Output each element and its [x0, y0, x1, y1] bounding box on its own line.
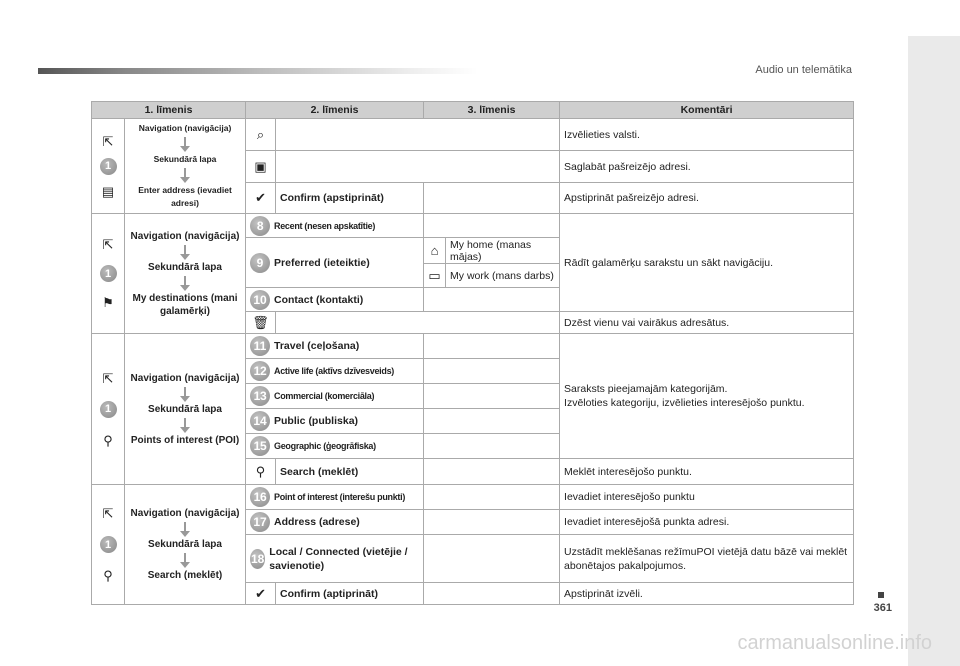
tab-label: Local / Connected (vietējie / savienotie) [269, 545, 408, 572]
arrow-down-icon [184, 387, 186, 397]
number-badge: 17 [250, 512, 270, 532]
row-comment: Apstiprināt pašreizējo adresi. [560, 183, 854, 214]
empty-cell [424, 434, 560, 459]
confirm-label: Confirm (aptiprināt) [276, 583, 424, 605]
empty-cell [424, 485, 560, 510]
navigation-icon: ⇱ [102, 506, 114, 521]
section-comment: Rādīt galamērķu sarakstu un sākt navigāciju. [560, 214, 854, 312]
empty-cell [424, 459, 560, 485]
page-number: 361 [873, 602, 892, 614]
level2-path-cell [125, 119, 246, 214]
level-badge: 1 [100, 401, 117, 418]
map-search-icon[interactable]: ⌕ [246, 119, 276, 151]
level-badge: 1 [100, 536, 117, 553]
number-badge: 15 [250, 436, 270, 456]
header-comments: Komentāri [560, 102, 854, 119]
header-gradient-bar [38, 68, 478, 74]
path-my-destinations: My destinations (mani galamērķi) [132, 292, 238, 317]
level1-cell [92, 485, 125, 605]
empty-cell [424, 384, 560, 409]
checkmark-icon[interactable]: ✔ [246, 183, 276, 214]
search-label: Search (meklēt) [276, 459, 424, 485]
path-secondary: Sekundārā lapa [148, 261, 222, 273]
level2-path-cell [125, 214, 246, 334]
arrow-down-icon [184, 418, 186, 428]
header-level1: 1. līmenis [92, 102, 246, 119]
empty-cell [424, 288, 560, 312]
level-badge: 1 [100, 158, 117, 175]
empty-cell [424, 359, 560, 384]
tab-label: Geographic (ģeogrāfiska) [274, 441, 376, 451]
side-strip [908, 36, 960, 666]
row-comment: Apstiprināt izvēli. [560, 583, 854, 605]
header-level3: 3. līmenis [424, 102, 560, 119]
search-icon[interactable]: ⚲ [246, 459, 276, 485]
tab-travel[interactable] [246, 334, 424, 359]
tab-label: Preferred (ieteiktie) [274, 256, 370, 269]
my-home-option[interactable]: My home (manas mājas) [446, 238, 560, 264]
home-icon[interactable]: ⌂ [424, 238, 446, 264]
row-comment: Meklēt interesējošo punktu. [560, 459, 854, 485]
tab-local-connected[interactable] [246, 535, 424, 583]
tab-contact[interactable] [246, 288, 424, 312]
row-comment: Ievadiet interesējošo punktu [560, 485, 854, 510]
path-poi: Points of interest (POI) [130, 434, 240, 446]
briefcase-icon[interactable]: ▭ [424, 264, 446, 288]
tab-label: Public (publiska) [274, 415, 359, 427]
empty-cell [424, 583, 560, 605]
poi-pin-icon: ⚲ [103, 432, 113, 448]
arrow-down-icon [184, 276, 186, 286]
tab-recent[interactable] [246, 214, 424, 238]
level2-path-cell [125, 334, 246, 485]
tab-label: Recent (nesen apskatītie) [274, 220, 376, 231]
tab-label: Travel (ceļošana) [274, 340, 360, 352]
level1-cell [92, 214, 125, 334]
tab-active-life[interactable] [246, 359, 424, 384]
watermark: carmanualsonline.info [737, 632, 932, 654]
row-comment: Izvēlieties valsti. [560, 119, 854, 151]
row-label [276, 119, 560, 151]
empty-cell [424, 183, 560, 214]
path-secondary: Sekundārā lapa [148, 539, 222, 550]
destination-flag-icon: ⚑ [102, 295, 114, 310]
number-badge: 9 [250, 253, 270, 273]
navigation-icon: ⇱ [102, 133, 114, 149]
path-navigation: Navigation (navigācija) [130, 508, 240, 519]
path-navigation: Navigation (navigācija) [138, 123, 232, 133]
tab-address[interactable] [246, 510, 424, 535]
row-comment: Saglabāt pašreizējo adresi. [560, 151, 854, 183]
number-badge: 12 [250, 361, 270, 381]
navigation-icon: ⇱ [102, 370, 114, 386]
empty-cell [276, 312, 560, 334]
tab-commercial[interactable] [246, 384, 424, 409]
trash-icon[interactable]: 🗑 [246, 312, 276, 334]
path-navigation: Navigation (navigācija) [130, 372, 240, 384]
confirm-label: Confirm (apstiprināt) [276, 183, 424, 214]
number-badge: 13 [250, 386, 270, 406]
number-badge: 11 [250, 336, 270, 356]
save-icon[interactable]: ▣ [246, 151, 276, 183]
empty-cell [424, 535, 560, 583]
level1-cell [92, 334, 125, 485]
row-comment: Ievadiet interesējošā punkta adresi. [560, 510, 854, 535]
number-badge: 8 [250, 216, 270, 236]
arrow-down-icon [184, 245, 186, 255]
path-enter-address: Enter address (ievadiet adresi) [138, 185, 232, 208]
path-secondary: Sekundārā lapa [153, 154, 217, 164]
path-navigation: Navigation (navigācija) [130, 230, 240, 242]
header-level2: 2. līmenis [246, 102, 424, 119]
empty-cell [424, 334, 560, 359]
number-badge: 14 [250, 411, 270, 431]
number-badge: 16 [250, 487, 270, 507]
table-header-row [92, 102, 854, 119]
tab-preferred[interactable] [246, 238, 424, 288]
my-work-option[interactable]: My work (mans darbs) [446, 264, 560, 288]
arrow-down-icon [184, 137, 186, 147]
path-secondary: Sekundārā lapa [148, 403, 222, 415]
menu-table [91, 101, 854, 605]
empty-cell [424, 409, 560, 434]
tab-geographic[interactable] [246, 434, 424, 459]
tab-public[interactable] [246, 409, 424, 434]
empty-cell [424, 510, 560, 535]
page-header-title: Audio un telemātika [755, 64, 852, 76]
table-row [92, 214, 854, 238]
arrow-down-icon [184, 168, 186, 178]
section-comment: Saraksts pieejamajām kategorijām. Izvēloties kategoriju, izvēlieties interesējošo punktu. [560, 334, 854, 459]
tab-point-of-interest[interactable] [246, 485, 424, 510]
page-marker [878, 592, 884, 598]
tab-label: Contact (kontakti) [274, 293, 364, 306]
row-label [276, 151, 560, 183]
table-row [92, 485, 854, 510]
address-card-icon: ▤ [101, 183, 115, 199]
number-badge: 10 [250, 290, 270, 310]
tab-label: Point of interest (interešu punkti) [274, 492, 406, 502]
checkmark-icon[interactable]: ✔ [246, 583, 276, 605]
tab-label: Address (adrese) [274, 516, 360, 528]
search-abc-icon: ⚲ [103, 568, 113, 583]
table-row [92, 334, 854, 359]
table-row [92, 119, 854, 151]
navigation-icon: ⇱ [102, 237, 114, 252]
row-comment: Uzstādīt meklēšanas režīmuPOI vietējā datu bāzē vai meklēt abonētajos pakalpojumos. [560, 535, 854, 583]
empty-cell [424, 214, 560, 238]
level1-cell [92, 119, 125, 214]
level-badge: 1 [100, 265, 117, 282]
level2-path-cell [125, 485, 246, 605]
tab-label: Active life (aktīvs dzīvesveids) [274, 366, 394, 376]
row-comment: Dzēst vienu vai vairākus adresātus. [560, 312, 854, 334]
path-search: Search (meklēt) [147, 570, 223, 581]
number-badge: 18 [250, 549, 265, 569]
tab-label: Commercial (komerciāla) [274, 391, 375, 401]
arrow-down-icon [184, 522, 186, 532]
arrow-down-icon [184, 553, 186, 563]
